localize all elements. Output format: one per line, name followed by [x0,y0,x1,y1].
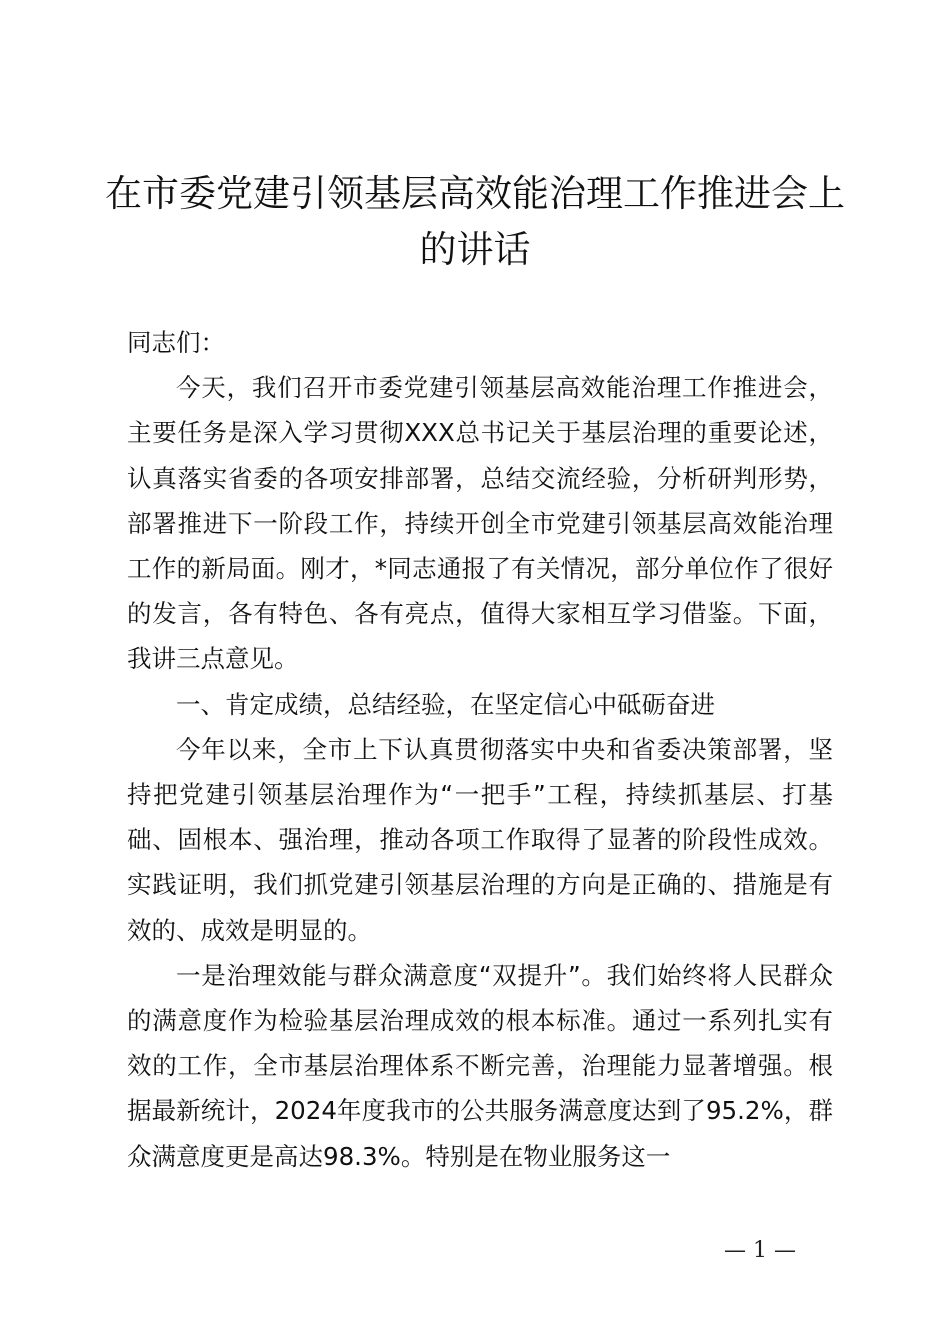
salutation: 同志们： [127,328,225,357]
paragraph-achievements: 今年以来，全市上下认真贯彻落实中央和省委决策部署，坚持把党建引领基层治理作为“一把手”工程，持续抓基层、打基础、固根本、强治理，推动各项工作取得了显著的阶段性成效。实践证明，我们抓党建引领基层治理的方向是正确的、措施是有效的、成效是明显的。 [127,734,833,945]
section-heading-1: 一、肯定成绩，总结经验，在坚定信心中砥砺奋进 [176,689,715,719]
document-title [100,166,850,278]
document-body [127,320,833,1179]
title-line-1: 在市委党建引领基层高效能治理工作推进会上 [105,172,845,215]
paragraph-intro: 今天，我们召开市委党建引领基层高效能治理工作推进会，主要任务是深入学习贯彻XXX总书记关于基层治理的重要论述，认真落实省委的各项安排部署，总结交流经验，分析研判形势，部署推进下一阶段工作，持续开创全市党建引领基层高效能治理工作的新局面。刚才，*同志通报了有关情况，部分单位作了很好的发言，各有特色、各有亮点，值得大家相互学习借鉴。下面，我讲三点意见。 [127,373,833,674]
title-line-2: 的讲话 [419,228,531,271]
paragraph-point-1: 一是治理效能与群众满意度“双提升”。我们始终将人民群众的满意度作为检验基层治理成效的根本标准。通过一系列扎实有效的工作，全市基层治理体系不断完善，治理能力显著增强。根据最新统计，2024年度我市的公共服务满意度达到了95.2%，群众满意度更是高达98.3%。特别是在物业服务这一 [127,960,833,1171]
page-number: — 1 — [724,1238,796,1263]
